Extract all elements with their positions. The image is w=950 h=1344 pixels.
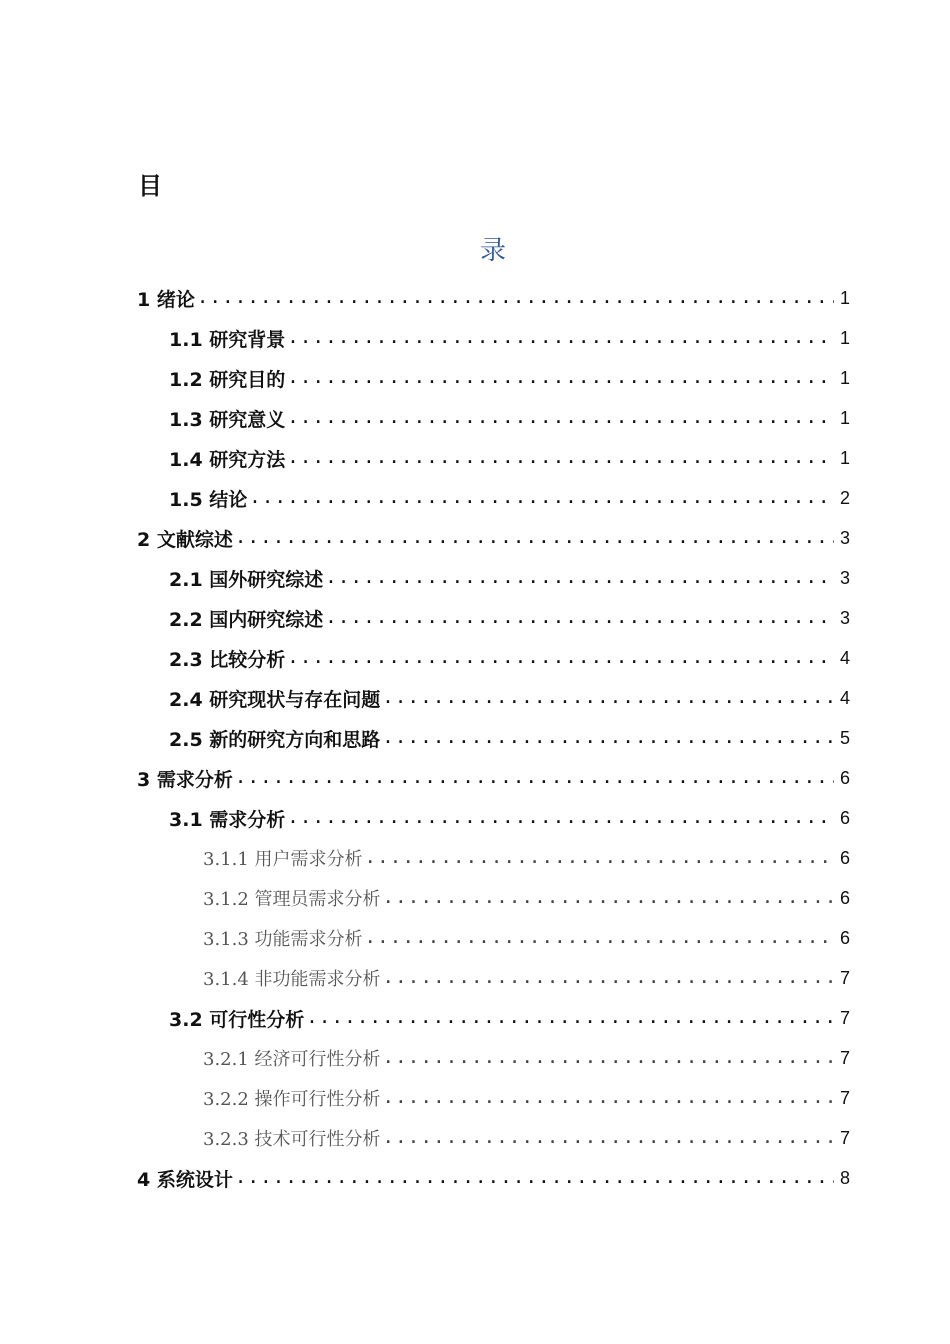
toc-page-number: 7 [839, 1127, 850, 1148]
toc-title-part-1: 目 [138, 172, 162, 200]
toc-dot-leader [382, 728, 834, 748]
toc-page-number: 8 [839, 1167, 850, 1188]
toc-dot-leader [235, 768, 834, 788]
toc-dot-leader [287, 328, 834, 348]
toc-page-number: 4 [839, 647, 850, 668]
toc-entry[interactable] [169, 558, 850, 598]
toc-page-number: 1 [839, 327, 850, 348]
toc-dot-leader [287, 408, 834, 428]
toc-page-number: 3 [839, 607, 850, 628]
toc-dot-leader [365, 848, 834, 868]
toc-page-number: 6 [839, 807, 850, 828]
toc-page-number: 6 [839, 767, 850, 788]
toc-page-number: 6 [839, 887, 850, 908]
toc-entry-label: 3.2 可行性分析 [169, 1008, 305, 1031]
toc-entry-label: 1.5 结论 [169, 488, 248, 511]
toc-dot-leader [287, 648, 834, 668]
toc-page-number: 1 [839, 367, 850, 388]
toc-entry-label: 3.1.1 用户需求分析 [203, 849, 363, 870]
toc-entry-label: 2 文献综述 [137, 528, 233, 551]
toc-title-part-2: 录 [480, 236, 507, 266]
toc-page-number: 3 [839, 527, 850, 548]
toc-entry-label: 3.2.2 操作可行性分析 [203, 1089, 381, 1110]
toc-dot-leader [306, 1008, 834, 1028]
toc-page-number: 6 [839, 927, 850, 948]
toc-entry-label: 3.2.3 技术可行性分析 [203, 1129, 381, 1150]
toc-entry-label: 3 需求分析 [137, 768, 233, 791]
toc-page-number: 2 [839, 487, 850, 508]
toc-entry[interactable] [169, 318, 850, 358]
toc-page-number: 7 [839, 1047, 850, 1068]
toc-entry[interactable] [137, 518, 850, 558]
toc-entry-label: 2.1 国外研究综述 [169, 568, 324, 591]
toc-entry[interactable] [169, 798, 850, 838]
toc-entry-label: 3.2.1 经济可行性分析 [203, 1049, 381, 1070]
toc-entry-label: 3.1.3 功能需求分析 [203, 929, 363, 950]
toc-dot-leader [382, 688, 834, 708]
toc-page-number: 6 [839, 847, 850, 868]
toc-dot-leader [365, 928, 834, 948]
toc-page-number: 7 [839, 1087, 850, 1108]
toc-dot-leader [383, 888, 834, 908]
toc-page-number: 5 [839, 727, 850, 748]
toc-dot-leader [383, 968, 834, 988]
toc-entry[interactable] [203, 838, 850, 878]
toc-page-number: 7 [839, 967, 850, 988]
toc-entry[interactable] [137, 1158, 850, 1198]
toc-dot-leader [287, 368, 834, 388]
toc-entry[interactable] [203, 1038, 850, 1078]
toc-dot-leader [235, 1168, 834, 1188]
toc-entry-label: 1.2 研究目的 [169, 368, 286, 391]
toc-entry[interactable] [169, 998, 850, 1038]
toc-dot-leader [235, 528, 834, 548]
toc-entry-label: 4 系统设计 [137, 1168, 233, 1191]
toc-dot-leader [249, 488, 834, 508]
toc-entry-label: 1.3 研究意义 [169, 408, 286, 431]
toc-page-number: 4 [839, 687, 850, 708]
toc-entry[interactable] [169, 718, 850, 758]
toc-page-number: 1 [839, 287, 850, 308]
toc-entry-label: 1.4 研究方法 [169, 448, 286, 471]
toc-entry-label: 1 绪论 [137, 288, 195, 311]
toc-entry-label: 3.1 需求分析 [169, 808, 286, 831]
toc-entry-label: 2.5 新的研究方向和思路 [169, 728, 381, 751]
toc-dot-leader [197, 288, 834, 308]
toc-dot-leader [383, 1088, 834, 1108]
toc-entry[interactable] [137, 758, 850, 798]
toc-entry[interactable] [169, 438, 850, 478]
toc-dot-leader [325, 608, 834, 628]
toc-entry-label: 2.4 研究现状与存在问题 [169, 688, 381, 711]
toc-entry[interactable] [203, 1078, 850, 1118]
toc-entry[interactable] [169, 398, 850, 438]
toc-dot-leader [287, 808, 834, 828]
toc-entry-label: 2.2 国内研究综述 [169, 608, 324, 631]
toc-entry[interactable] [169, 638, 850, 678]
toc-entry[interactable] [169, 478, 850, 518]
toc-entry[interactable] [203, 1118, 850, 1158]
toc-page-number: 1 [839, 447, 850, 468]
toc-dot-leader [383, 1048, 834, 1068]
toc-page-number: 7 [839, 1007, 850, 1028]
toc-dot-leader [383, 1128, 834, 1148]
toc-page-number: 1 [839, 407, 850, 428]
toc-page-number: 3 [839, 567, 850, 588]
toc-entry-label: 2.3 比较分析 [169, 648, 286, 671]
toc-entry[interactable] [169, 598, 850, 638]
toc-entry-label: 3.1.2 管理员需求分析 [203, 889, 381, 910]
toc-entry[interactable] [169, 678, 850, 718]
toc-entry[interactable] [203, 958, 850, 998]
toc-entry[interactable] [203, 918, 850, 958]
toc-dot-leader [325, 568, 834, 588]
toc-entry-label: 1.1 研究背景 [169, 328, 286, 351]
toc-entry[interactable] [203, 878, 850, 918]
toc-dot-leader [287, 448, 834, 468]
toc-entry[interactable] [169, 358, 850, 398]
toc-entry-label: 3.1.4 非功能需求分析 [203, 969, 381, 990]
toc-entry[interactable] [137, 278, 850, 318]
